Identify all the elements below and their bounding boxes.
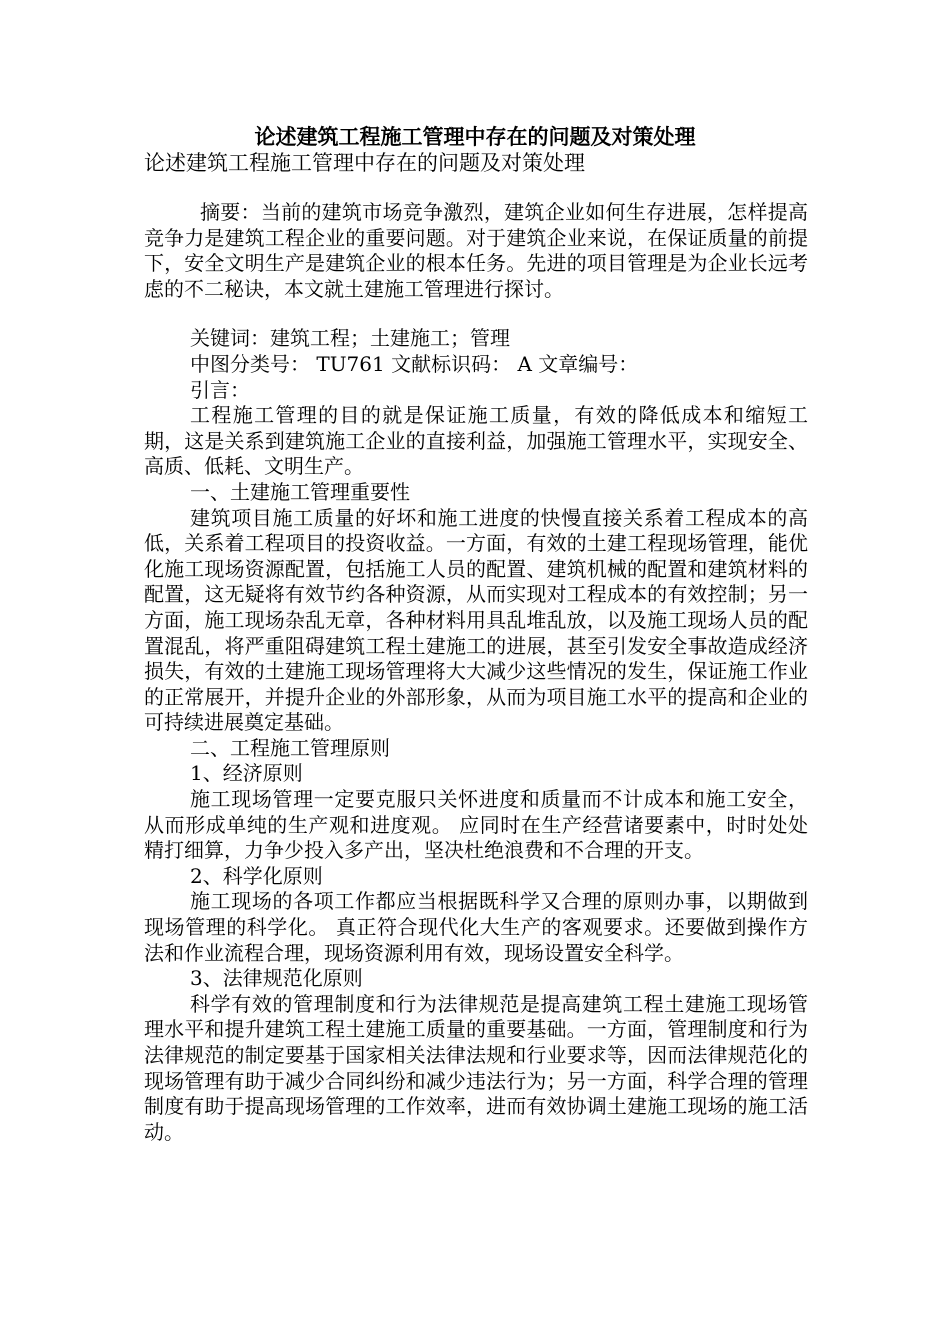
section1-heading: 一、土建施工管理重要性	[190, 479, 410, 504]
intro-heading: 引言：	[190, 377, 250, 402]
sub1-heading: 1、经济原则	[190, 761, 303, 786]
sub1-paragraph: 施工现场管理一定要克服只关怀进度和质量而不计成本和施工安全，从而形成单纯的生产观和进度观。 应同时在生产经营诸要素中，时时处处精打细算，力争少投入多产出，坚决杜绝浪费和不合理的开支。	[144, 787, 808, 863]
sub2-heading: 2、科学化原则	[190, 863, 323, 888]
document-body	[144, 200, 808, 1145]
document-title: 论述建筑工程施工管理中存在的问题及对策处理	[254, 124, 696, 149]
sub3-paragraph: 科学有效的管理制度和行为法律规范是提高建筑工程土建施工现场管理水平和提升建筑工程土建施工质量的重要基础。一方面，管理制度和行为法律规范的制定要基于国家相关法律法规和行业要求等，因而法律规范化的现场管理有助于减少合同纠纷和减少违法行为；另一方面，科学合理的管理制度有助于提高现场管理的工作效率，进而有效协调土建施工现场的施工活动。	[144, 991, 808, 1144]
sub3-heading: 3、法律规范化原则	[190, 966, 363, 991]
abstract-paragraph: 摘要：当前的建筑市场竞争激烈，建筑企业如何生存进展，怎样提高竞争力是建筑工程企业的重要问题。对于建筑企业来说，在保证质量的前提下，安全文明生产是建筑企业的根本任务。先进的项目管理是为企业长远考虑的不二秘诀，本文就土建施工管理进行探讨。	[144, 200, 808, 301]
document-subtitle: 论述建筑工程施工管理中存在的问题及对策处理	[144, 151, 585, 175]
keywords-line: 关键词：建筑工程；土建施工；管理	[190, 326, 510, 351]
paragraph-spacer	[144, 302, 808, 326]
section2-heading: 二、工程施工管理原则	[190, 735, 390, 760]
classification-line: 中图分类号： TU761 文献标识码： A 文章编号：	[190, 351, 639, 376]
section1-paragraph: 建筑项目施工质量的好坏和施工进度的快慢直接关系着工程成本的高低，关系着工程项目的投资收益。一方面，有效的土建工程现场管理，能优化施工现场资源配置，包括施工人员的配置、建筑机械的配置和建筑材料的配置，这无疑将有效节约各种资源，从而实现对工程成本的有效控制；另一方面，施工现场杂乱无章，各种材料用具乱堆乱放，以及施工现场人员的配置混乱，将严重阻碍建筑工程土建施工的进展，甚至引发安全事故造成经济损失，有效的土建施工现场管理将大大减少这些情况的发生，保证施工作业的正常展开，并提升企业的外部形象，从而为项目施工水平的提高和企业的可持续进展奠定基础。	[144, 505, 808, 735]
intro-paragraph: 工程施工管理的目的就是保证施工质量，有效的降低成本和缩短工期，这是关系到建筑施工企业的直接利益，加强施工管理水平，实现安全、高质、低耗、文明生产。	[144, 403, 808, 479]
sub2-paragraph: 施工现场的各项工作都应当根据既科学又合理的原则办事，以期做到现场管理的科学化。 真正符合现代化大生产的客观要求。还要做到操作方法和作业流程合理，现场资源利用有效，现场设置安全科学。	[144, 889, 808, 965]
